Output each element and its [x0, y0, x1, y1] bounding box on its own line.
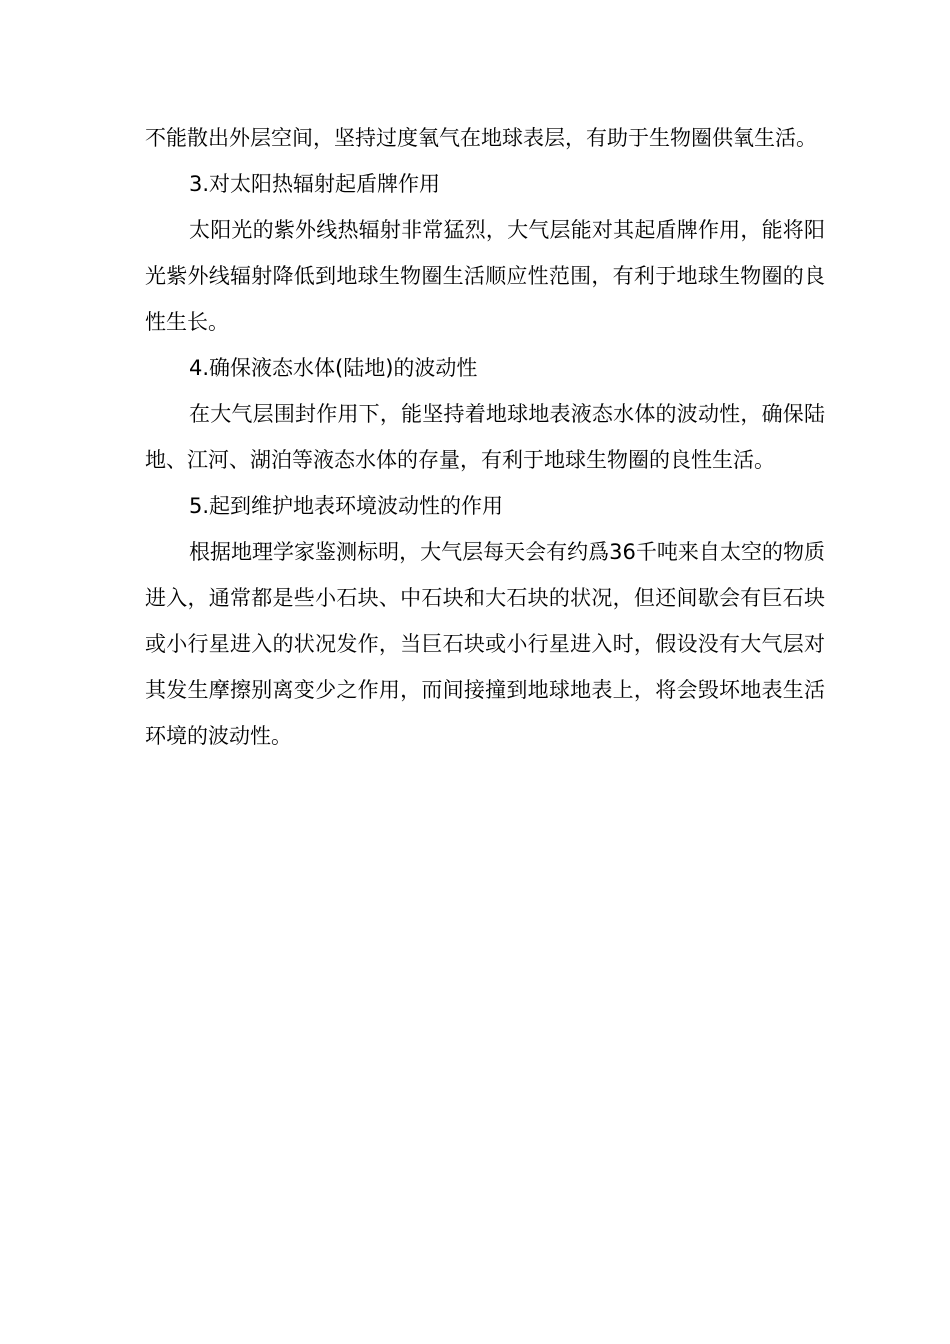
paragraph-liquid-water: 在大气层围封作用下，能坚持着地球地表液态水体的波动性，确保陆地、江河、湖泊等液态水体的存量，有利于地球生物圈的良性生活。	[145, 402, 825, 472]
section-heading-5: 5.起到维护地表环境波动性的作用	[189, 494, 504, 518]
paragraph-continuation: 不能散出外层空间，坚持过度氧气在地球表层，有助于生物圈供氧生活。	[145, 126, 817, 150]
paragraph-uv-shield: 太阳光的紫外线热辐射非常猛烈，大气层能对其起盾牌作用，能将阳光紫外线辐射降低到地球生物圈生活顺应性范围，有利于地球生物圈的良性生长。	[145, 218, 825, 334]
section-heading-3: 3.对太阳热辐射起盾牌作用	[189, 172, 441, 196]
section-heading-4: 4.确保液态水体(陆地)的波动性	[189, 356, 478, 380]
document-body	[145, 115, 825, 759]
paragraph-surface-environment: 根据地理学家鉴测标明，大气层每天会有约爲36千吨来自太空的物质进入，通常都是些小石块、中石块和大石块的状况，但还间歇会有巨石块或小行星进入的状况发作，当巨石块或小行星进入时，假设没有大气层对其发生摩擦别离变少之作用，而间接撞到地球地表上，将会毁坏地表生活环境的波动性。	[145, 540, 825, 748]
